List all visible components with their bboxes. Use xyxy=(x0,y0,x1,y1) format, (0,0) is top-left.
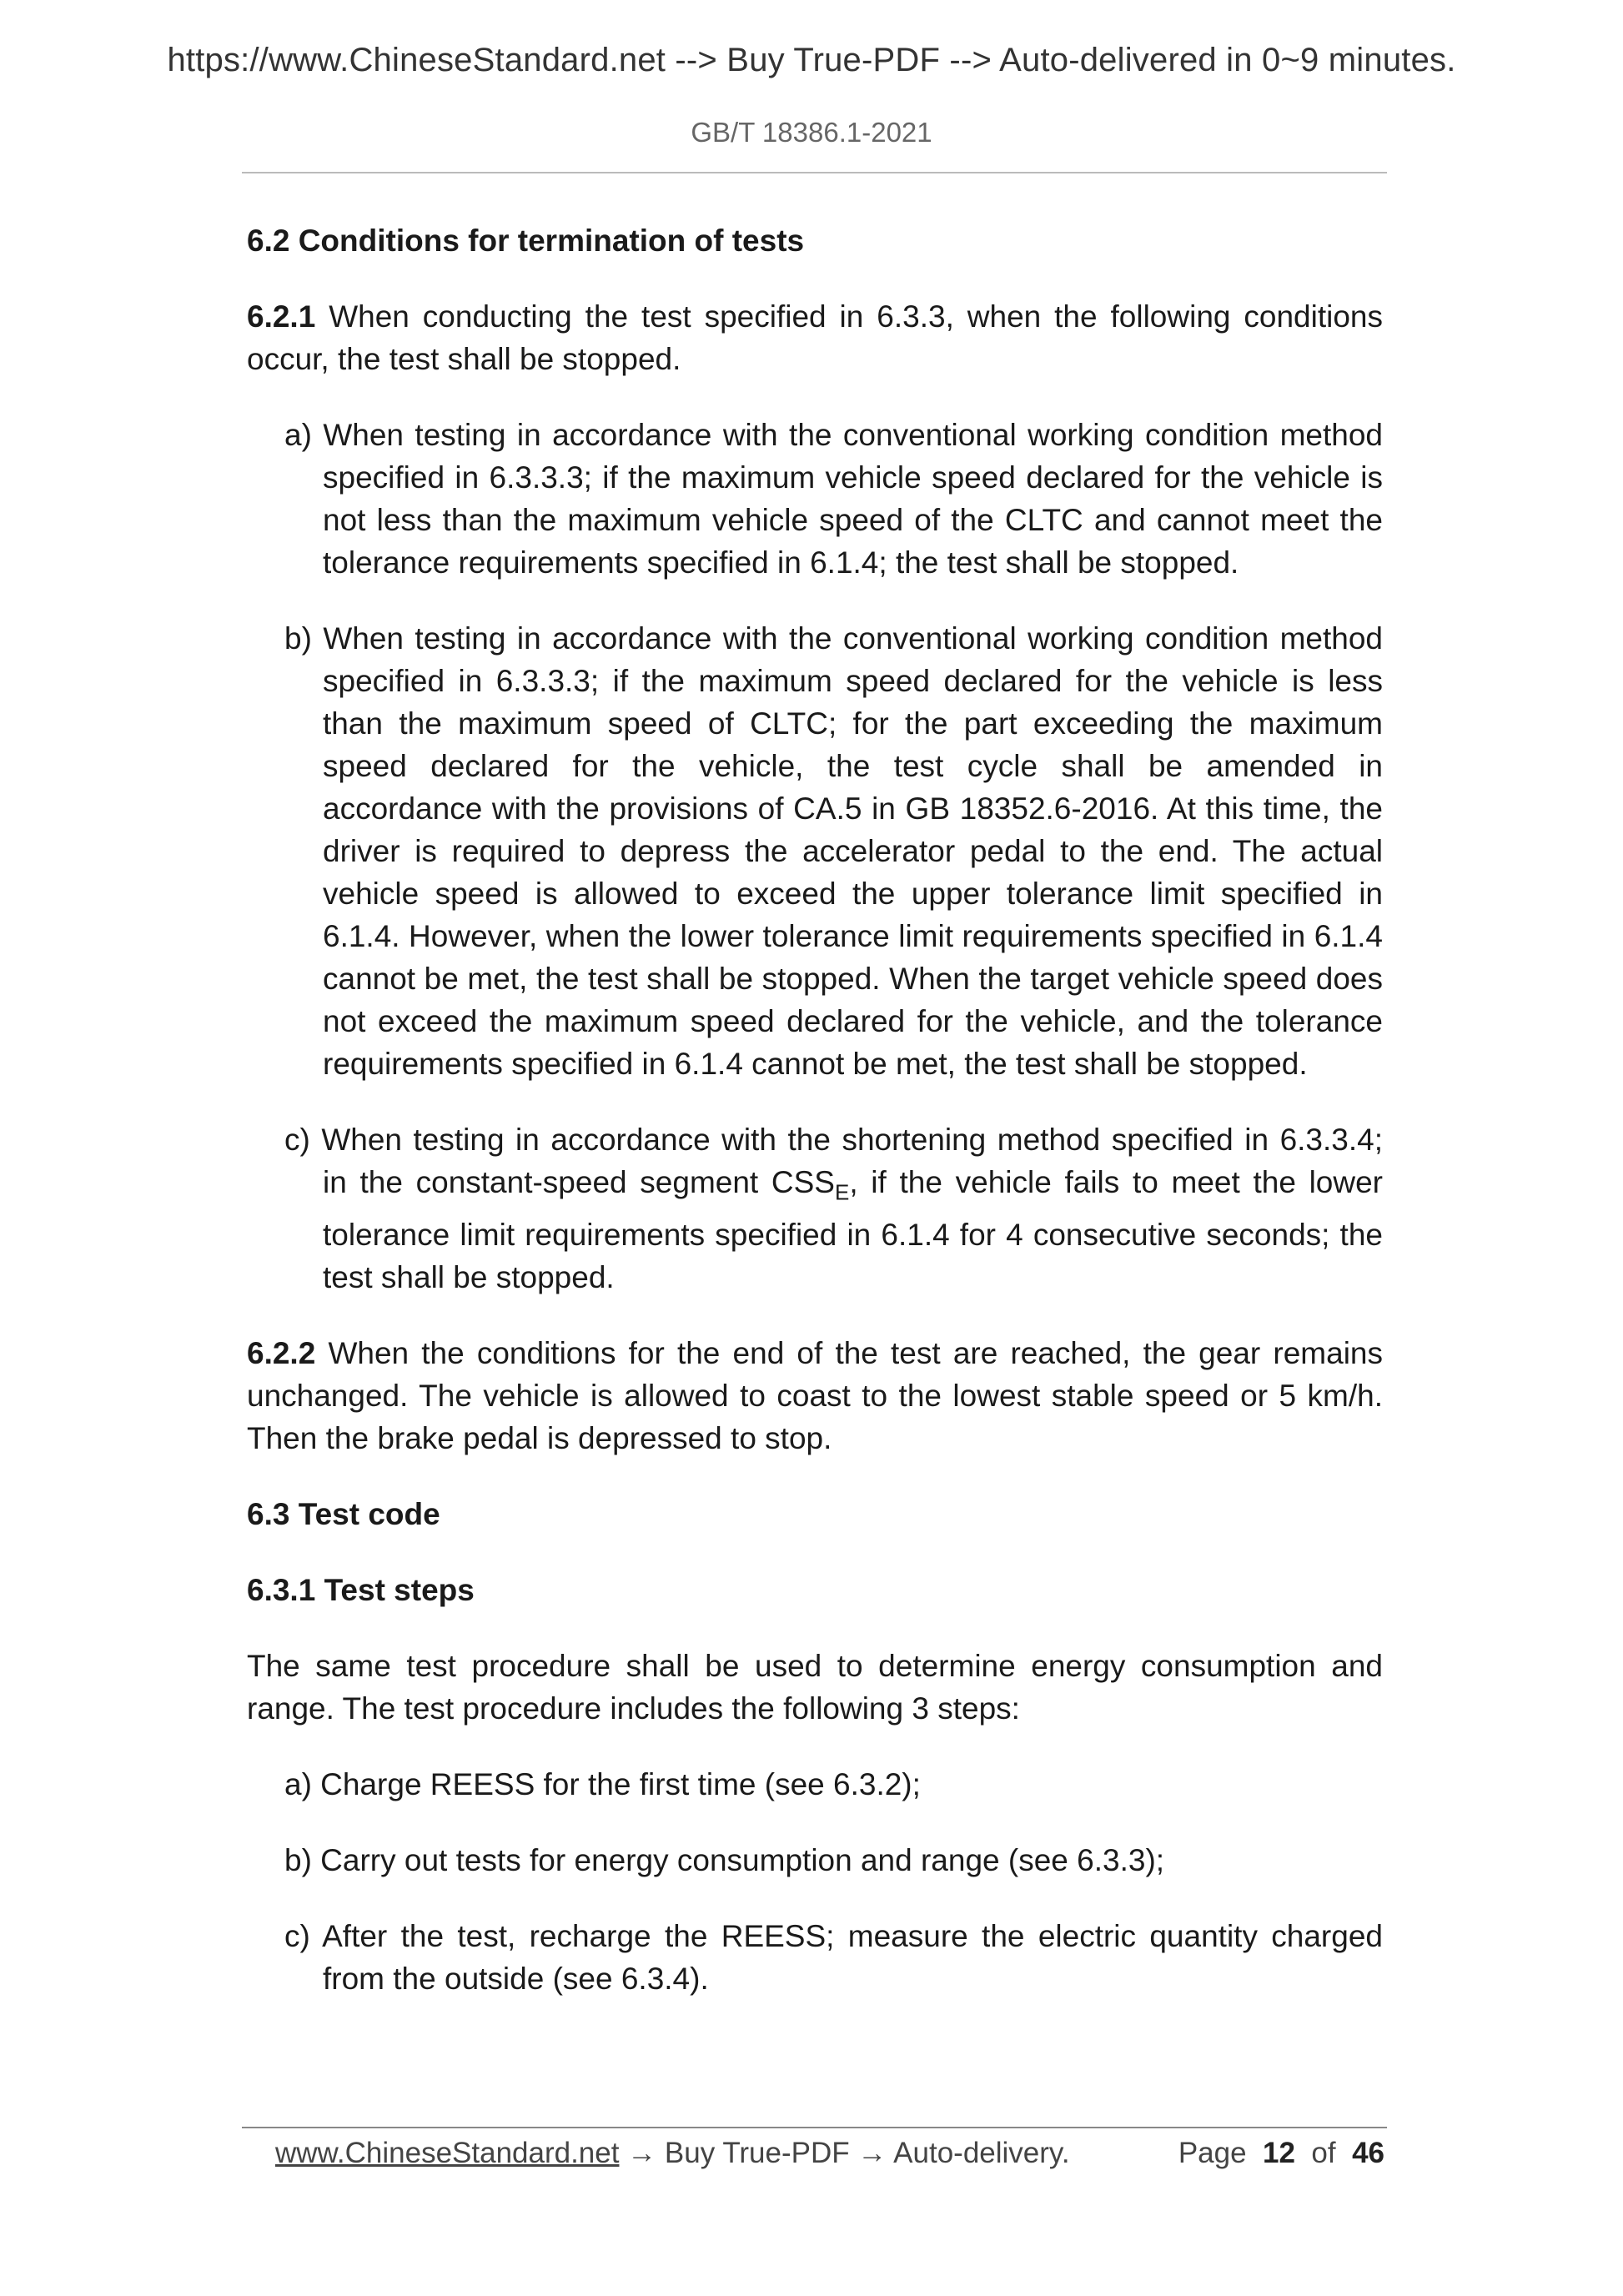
page-word: Page xyxy=(1178,2137,1247,2169)
subsection-heading-6-3-1: 6.3.1 Test steps xyxy=(247,1573,475,1608)
item-text: , if the vehicle fails to meet the lower tolerance limit requirements specified in 6.1.4 for 4 consecutive seconds; the test shall be stopped. xyxy=(323,1165,1383,1295)
footer-divider xyxy=(242,2127,1387,2128)
step-item-b: b) Carry out tests for energy consumption and range (see 6.3.3); xyxy=(284,1843,1165,1878)
footer-promo-text: → Buy True-PDF → Auto-delivery. xyxy=(619,2137,1070,2169)
paragraph-text: When conducting the test specified in 6.3.3, when the following conditions occur, the test shall be stopped. xyxy=(247,299,1383,376)
header-divider xyxy=(242,172,1387,173)
of-word: of xyxy=(1311,2137,1336,2169)
standard-header: GB/T 18386.1-2021 xyxy=(691,117,932,148)
list-item-a: a) When testing in accordance with the conventional working condition method specified in 6.3.3.3; if the maximum vehicle speed declared for the vehicle is not less than the maximum vehicle speed of the CLTC and cannot meet the tolerance requirements specified in 6.1.4; the test shall be stopped. xyxy=(284,418,1383,580)
page-number: 12 xyxy=(1263,2137,1295,2169)
page-footer xyxy=(275,2133,1384,2174)
total-pages: 46 xyxy=(1352,2137,1384,2169)
list-item-b: b) When testing in accordance with the conventional working condition method specified in 6.3.3.3; if the maximum speed declared for the vehicle is less than the maximum speed of CLTC; for the part exceeding the maximum speed declared for the vehicle, the test cycle shall be amended in accordance with the provisions of CA.5 in GB 18352.6-2016. At this time, the driver is required to depress the accelerator pedal to the end. The actual vehicle speed is allowed to exceed the upper tolerance limit specified in 6.1.4. However, when the lower tolerance limit requirements specified in 6.1.4 cannot be met, the test shall be stopped. When the target vehicle speed does not exceed the maximum speed declared for the vehicle, and the tolerance requirements specified in 6.1.4 cannot be met, the test shall be stopped. xyxy=(284,621,1383,1081)
section-heading-6-2: 6.2 Conditions for termination of tests xyxy=(247,224,805,258)
paragraph-6-2-2 xyxy=(247,1332,1383,1459)
page-body xyxy=(247,219,1383,2033)
paragraph-text: When the conditions for the end of the test are reached, the gear remains unchanged. The vehicle is allowed to coast to the lowest stable speed or 5 km/h. Then the brake pedal is depressed to stop. xyxy=(247,1336,1383,1456)
subscript: E xyxy=(834,1179,850,1205)
paragraph-6-2-1 xyxy=(247,295,1383,380)
step-item-c: c) After the test, recharge the REESS; measure the electric quantity charged from the outside (see 6.3.4). xyxy=(284,1919,1383,1997)
clause-number: 6.2.2 xyxy=(247,1336,316,1371)
step-item-a: a) Charge REESS for the first time (see 6.3.2); xyxy=(284,1767,921,1802)
section-heading-6-3: 6.3 Test code xyxy=(247,1497,440,1532)
footer-promo xyxy=(275,2133,1070,2174)
list-item-c xyxy=(284,1118,1383,1299)
top-banner: https://www.ChineseStandard.net --> Buy True-PDF --> Auto-delivered in 0~9 minutes. xyxy=(167,42,1456,78)
paragraph-intro: The same test procedure shall be used to determine energy consumption and range. The test procedure includes the following 3 steps: xyxy=(247,1649,1383,1726)
footer-site-link[interactable]: www.ChineseStandard.net xyxy=(275,2137,620,2169)
page-counter xyxy=(1178,2133,1384,2174)
item-text: c) When testing in accordance with the shortening method specified in 6.3.3.4; in the constant-speed segment CSS xyxy=(284,1123,1383,1199)
clause-number: 6.2.1 xyxy=(247,299,316,334)
